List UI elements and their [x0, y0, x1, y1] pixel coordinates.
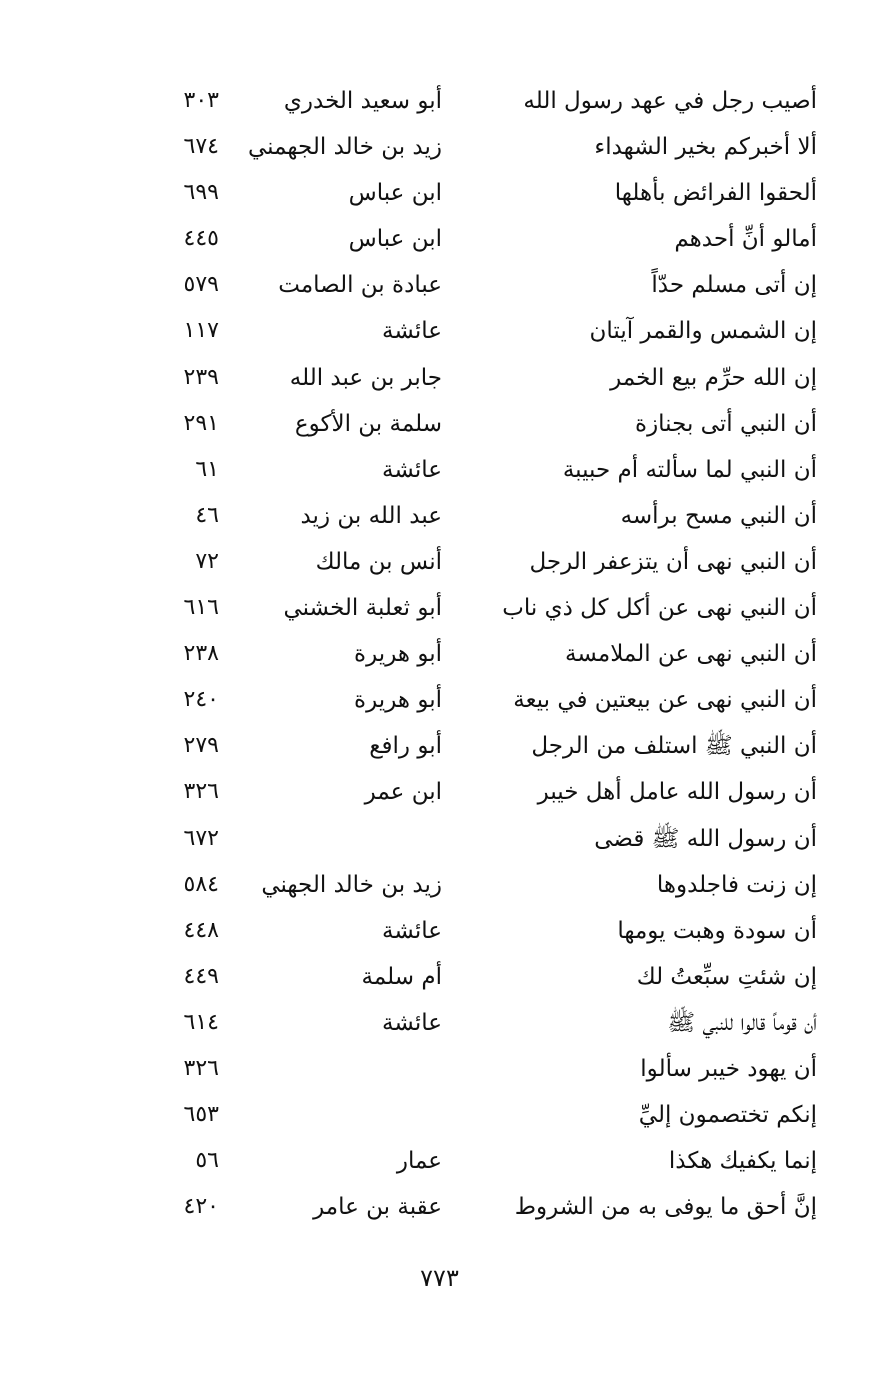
narrator-name: أبو هريرة: [354, 687, 442, 714]
page-reference: ٤٤٥: [183, 226, 219, 252]
index-row: [0, 1138, 879, 1184]
hadith-incipit: إنَّ أحق ما يوفى به من الشروط: [514, 1194, 817, 1221]
narrator-name: أم سلمة: [361, 963, 442, 990]
narrator-name: عائشة: [382, 456, 442, 483]
page-reference: ٦٧٢: [183, 825, 219, 851]
index-row: [0, 1184, 879, 1230]
index-row: [0, 585, 879, 631]
page-reference: ٧٢: [195, 548, 219, 574]
hadith-index-table: [0, 78, 879, 1230]
hadith-incipit: أن النبي نهى عن بيعتين في بيعة: [513, 687, 817, 714]
narrator-name: أنس بن مالك: [315, 548, 442, 575]
narrator-name: عبد الله بن زيد: [300, 502, 442, 529]
page-reference: ٤٤٨: [183, 917, 219, 943]
hadith-incipit: إن زنت فاجلدوها: [656, 871, 817, 898]
index-row: [0, 539, 879, 585]
page-reference: ٢٣٩: [183, 364, 219, 390]
hadith-incipit: أن النبي نهى عن الملامسة: [565, 641, 817, 668]
narrator-name: أبو رافع: [369, 733, 442, 760]
index-row: [0, 1000, 879, 1046]
page-reference: ٣٢٦: [183, 1055, 219, 1081]
hadith-incipit: إن الله حرِّم بيع الخمر: [610, 364, 817, 391]
hadith-incipit: إنما يكفيك هكذا: [668, 1148, 817, 1175]
narrator-name: زيد بن خالد الجهني: [261, 871, 442, 898]
index-row: [0, 493, 879, 539]
hadith-incipit: أن النبي ﷺ استلف من الرجل: [531, 733, 817, 760]
index-row: [0, 862, 879, 908]
hadith-incipit: إن أتى مسلم حدّاً: [651, 272, 817, 299]
narrator-name: أبو سعيد الخدري: [283, 88, 442, 114]
hadith-incipit: أن قوماً قالوا للنبي ﷺ: [667, 1009, 817, 1036]
narrator-name: عائشة: [382, 1009, 442, 1036]
narrator-name: عمار: [396, 1148, 442, 1175]
hadith-incipit: أمالو أنِّ أحدهم: [674, 226, 817, 253]
index-row: [0, 769, 879, 815]
hadith-incipit: إن الشمس والقمر آيتان: [589, 318, 817, 345]
page-number: ٧٧٣: [420, 1264, 459, 1292]
page-reference: ٢٩١: [183, 410, 219, 436]
narrator-name: عقبة بن عامر: [313, 1194, 442, 1221]
hadith-incipit: أن رسول الله ﷺ قضى: [594, 825, 817, 852]
index-row: [0, 1092, 879, 1138]
hadith-incipit: أن النبي مسح برأسه: [620, 502, 817, 529]
page-reference: ٦١٤: [183, 1009, 219, 1035]
page-reference: ٦٧٤: [183, 134, 219, 160]
page-reference: ٦٥٣: [183, 1102, 219, 1128]
index-row: [0, 723, 879, 769]
hadith-incipit: أن رسول الله عامل أهل خيبر: [537, 779, 817, 806]
index-row: [0, 908, 879, 954]
page-reference: ٢٣٨: [183, 641, 219, 667]
hadith-incipit: أن النبي أتى بجنازة: [635, 410, 817, 437]
index-row: [0, 170, 879, 216]
index-row: [0, 401, 879, 447]
page-reference: ٣٢٦: [183, 779, 219, 805]
index-row: [0, 78, 879, 124]
hadith-incipit: إن شئتِ سبِّعتُ لك: [636, 963, 817, 990]
index-row: [0, 816, 879, 862]
index-row: [0, 124, 879, 170]
index-row: [0, 216, 879, 262]
page-reference: ٦١: [195, 456, 219, 482]
index-row: [0, 631, 879, 677]
hadith-incipit: ألحقوا الفرائض بأهلها: [614, 180, 817, 207]
index-row: [0, 447, 879, 493]
hadith-incipit: أن النبي لما سألته أم حبيبة: [562, 456, 817, 483]
narrator-name: عائشة: [382, 318, 442, 345]
page-reference: ٣٠٣: [183, 88, 219, 113]
page-reference: ٦١٦: [183, 595, 219, 621]
index-row: [0, 308, 879, 354]
page-reference: ٢٤٠: [183, 687, 219, 713]
index-row: [0, 355, 879, 401]
page-reference: ٦٩٩: [183, 180, 219, 206]
index-row: [0, 1046, 879, 1092]
index-row: [0, 262, 879, 308]
hadith-incipit: ألا أخبركم بخير الشهداء: [594, 134, 817, 161]
index-row: [0, 677, 879, 723]
page-reference: ١١٧: [183, 318, 219, 344]
hadith-incipit: إنكم تختصمون إليِّ: [638, 1102, 817, 1129]
narrator-name: زيد بن خالد الجهمني: [248, 134, 442, 161]
page-reference: ٥٧٩: [183, 272, 219, 298]
narrator-name: ابن عمر: [364, 779, 442, 806]
hadith-incipit: أن النبي نهى أن يتزعفر الرجل: [529, 548, 817, 575]
narrator-name: أبو هريرة: [354, 641, 442, 668]
narrator-name: ابن عباس: [348, 226, 442, 253]
narrator-name: عبادة بن الصامت: [278, 272, 442, 299]
page-reference: ٥٨٤: [183, 871, 219, 897]
narrator-name: ابن عباس: [348, 180, 442, 207]
page-reference: ٤٢٠: [183, 1194, 219, 1220]
hadith-incipit: أصيب رجل في عهد رسول الله: [523, 88, 817, 114]
narrator-name: جابر بن عبد الله: [289, 364, 442, 391]
page-reference: ٤٤٩: [183, 963, 219, 989]
page-reference: ٤٦: [195, 502, 219, 528]
page-reference: ٥٦: [195, 1148, 219, 1174]
hadith-incipit: أن النبي نهى عن أكل كل ذي ناب: [502, 595, 817, 622]
page-reference: ٢٧٩: [183, 733, 219, 759]
narrator-name: عائشة: [382, 917, 442, 944]
index-row: [0, 954, 879, 1000]
hadith-incipit: أن يهود خيبر سألوا: [640, 1055, 817, 1082]
narrator-name: سلمة بن الأكوع: [294, 410, 442, 437]
narrator-name: أبو ثعلبة الخشني: [283, 595, 442, 622]
hadith-incipit: أن سودة وهبت يومها: [617, 917, 817, 944]
